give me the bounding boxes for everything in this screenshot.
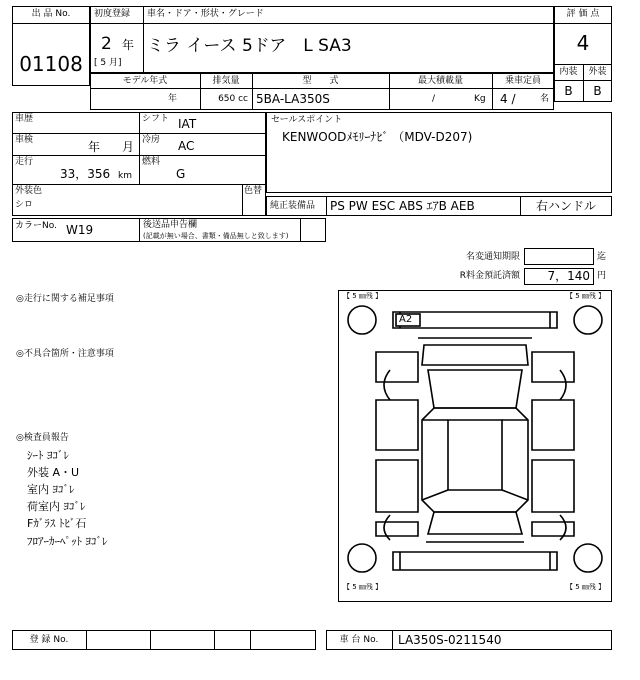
inspector-note: ﾌﾛｱｰｶｰﾍﾟｯﾄ ﾖｺﾞﾚ [27, 535, 108, 548]
max-load-label: 最大積載量 [417, 76, 463, 86]
displacement: 650 cc [218, 94, 248, 104]
capacity-label: 乗車定員 [504, 76, 541, 86]
inspector-note: Fｶﾞﾗｽ ﾄﾋﾞ石 [27, 517, 87, 530]
capacity-unit: 名 [540, 94, 550, 104]
first-reg-label: 初度登録 [94, 9, 131, 19]
car-name-label: 車名・ドア・形状・グレード [147, 9, 264, 19]
type-label: 型 式 [302, 76, 339, 86]
color-no: W19 [66, 223, 94, 237]
fuel: G [176, 167, 186, 181]
lot-number-label: 出 品 No. [31, 9, 71, 19]
mileage: 33，356 [60, 167, 111, 181]
tire-depth-rear-left: 【 5 ㎜残 】 [343, 583, 383, 591]
name-change-field [524, 248, 594, 265]
capacity: 4 / [500, 92, 516, 106]
ext-color: シロ [15, 200, 34, 210]
name-change-unit: 迄 [597, 252, 607, 262]
model-year-label: モデル年式 [122, 76, 168, 86]
ext-color-label: 外装色 [15, 186, 43, 196]
inspection-label: 車検 [15, 135, 34, 145]
defects-label: ◎不具合箇所・注意事項 [16, 349, 114, 359]
tire-depth-rear-right: 【 5 ㎜残 】 [566, 583, 606, 591]
exterior-grade: B [593, 84, 602, 98]
tire-depth-front-right: 【 5 ㎜残 】 [566, 292, 606, 300]
inspector-note: 荷室内 ﾖｺﾞﾚ [27, 500, 86, 513]
displacement-label: 排気量 [212, 76, 240, 86]
aircon: AC [178, 139, 195, 153]
model-year-unit: 年 [168, 94, 178, 104]
type-value: 5BA-LA350S [256, 92, 330, 106]
mileage-unit: km [118, 171, 132, 181]
first-reg-year: 2 [101, 34, 112, 54]
reg-no-label: 登 録 No. [29, 635, 69, 645]
max-load-slash: / [432, 94, 436, 104]
inspection-month: 月 [122, 140, 135, 154]
lot-number: 01108 [19, 52, 83, 76]
inspector-note: ｼｰﾄ ﾖｺﾞﾚ [27, 449, 69, 462]
interior-label: 内装 [559, 67, 578, 77]
inspection-year: 年 [88, 140, 101, 154]
chassis-no: LA350S-0211540 [398, 633, 502, 647]
color-no-label: カラーNo. [15, 221, 57, 231]
equipment: PS PW ESC ABS ｴｱB AEB [330, 199, 475, 213]
history-label: 車歴 [15, 114, 34, 124]
repaint-label: 色替 [244, 186, 263, 196]
damage-code: A2 [399, 314, 413, 325]
equipment-label: 純正装備品 [270, 201, 316, 211]
driving-remarks-label: ◎走行に関する補足事項 [16, 294, 114, 304]
exterior-label: 外装 [588, 67, 607, 77]
inspector-note: 外装 A・U [27, 466, 80, 479]
aircon-label: 冷房 [142, 135, 161, 145]
steering: 右ハンドル [535, 199, 596, 213]
inspector-note: 室内 ﾖｺﾞﾚ [27, 483, 75, 496]
recycle-value: 7，140 [547, 269, 590, 283]
shift-label: シフト [142, 114, 170, 124]
score-label: 評 価 点 [566, 9, 600, 19]
recycle-label: R料金預託済額 [459, 271, 520, 281]
inspector-label: ◎検査員報告 [16, 433, 69, 443]
first-reg-month: [ 5 月] [94, 58, 122, 68]
car-outline [338, 290, 612, 602]
aftermarket-note: (記載が無い場合、書類・備品無しと致します) [143, 232, 289, 240]
car-name: ミラ イース 5ドア L SA3 [147, 36, 352, 56]
aftermarket-label: 後送品申告欄 [143, 220, 198, 230]
chassis-label: 車 台 No. [339, 635, 379, 645]
sales-point-label: セールスポイント [271, 115, 343, 125]
tire-depth-front-left: 【 5 ㎜残 】 [343, 292, 383, 300]
score: 4 [576, 31, 590, 55]
fuel-label: 燃料 [142, 157, 161, 167]
name-change-label: 名変通知期限 [465, 252, 520, 262]
shift: IAT [178, 117, 197, 131]
max-load-unit: Kg [474, 94, 486, 104]
mileage-label: 走行 [15, 157, 34, 167]
recycle-unit: 円 [597, 271, 607, 281]
interior-grade: B [564, 84, 573, 98]
sales-point: KENWOODﾒﾓﾘｰﾅﾋﾞ （MDV-D207) [282, 130, 473, 144]
first-reg-year-unit: 年 [122, 38, 135, 52]
